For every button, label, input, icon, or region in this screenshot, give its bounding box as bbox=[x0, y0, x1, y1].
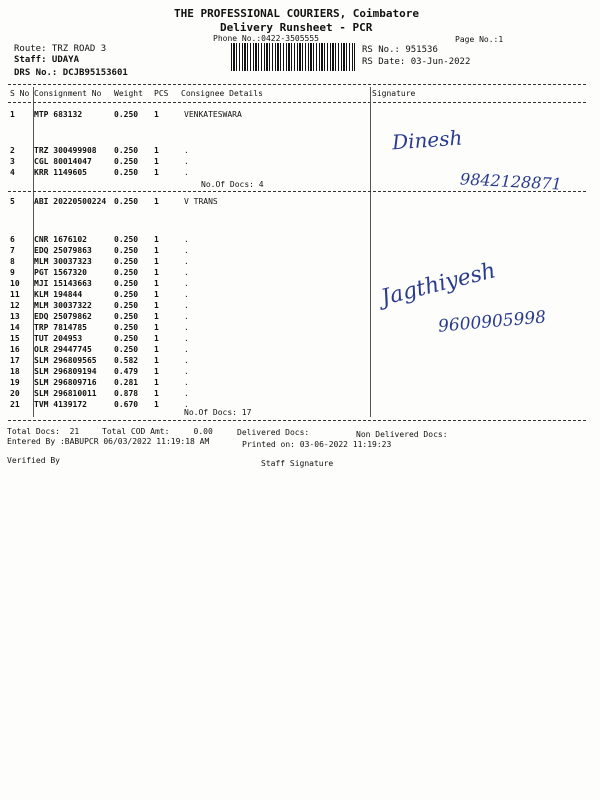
table-row: 11 KLM 194844 0.250 1 . bbox=[10, 290, 189, 299]
col-pcs: PCS bbox=[154, 89, 169, 98]
handwritten-phone-1: 9842128871 bbox=[459, 169, 563, 194]
table-row: 7 EDQ 25079863 0.250 1 . bbox=[10, 246, 189, 255]
staff-label: Staff: UDAYA bbox=[14, 55, 80, 65]
staff-signature-label: Staff Signature bbox=[261, 459, 334, 468]
table-row: 15 TUT 204953 0.250 1 . bbox=[10, 334, 189, 343]
table-row: 9 PGT 1567320 0.250 1 . bbox=[10, 268, 189, 277]
barcode-image bbox=[231, 43, 355, 71]
table-row: 16 OLR 29447745 0.250 1 . bbox=[10, 345, 189, 354]
table-row: 17 SLM 296809565 0.582 1 . bbox=[10, 356, 189, 365]
group-doc-count: No.Of Docs: 4 bbox=[201, 180, 264, 189]
table-row: 4 KRR 1149605 0.250 1 . bbox=[10, 168, 189, 177]
col-signature: Signature bbox=[372, 89, 416, 98]
table-header-divider bbox=[8, 102, 586, 103]
route-label: Route: TRZ ROAD 3 bbox=[14, 44, 107, 54]
total-cod-amount: Total COD Amt: 0.00 bbox=[102, 427, 213, 436]
col-details: Consignee Details bbox=[181, 89, 263, 98]
verified-by-label: Verified By bbox=[7, 456, 60, 465]
table-row: 2 TRZ 300499908 0.250 1 . bbox=[10, 146, 189, 155]
group-divider bbox=[8, 191, 586, 192]
table-row: 21 TVM 4139172 0.670 1 . bbox=[10, 400, 189, 409]
table-row: 14 TRP 7814785 0.250 1 . bbox=[10, 323, 189, 332]
table-row: 1 MTP 683132 0.250 1 VENKATESWARA bbox=[10, 110, 242, 119]
handwritten-signature-2: Jagthiyesh bbox=[378, 258, 499, 311]
handwritten-phone-2: 9600905998 bbox=[437, 307, 547, 337]
total-docs: Total Docs: 21 bbox=[7, 427, 80, 436]
col-sno: S No bbox=[10, 89, 30, 98]
table-row: 19 SLM 296809716 0.281 1 . bbox=[10, 378, 189, 387]
phone-number: Phone No.:0422-3505555 bbox=[213, 34, 319, 43]
table-row: 10 MJI 15143663 0.250 1 . bbox=[10, 279, 189, 288]
drs-number: DRS No.: DCJB95153601 bbox=[14, 68, 128, 78]
table-row: 3 CGL 80014047 0.250 1 . bbox=[10, 157, 189, 166]
table-row: 8 MLM 30037323 0.250 1 . bbox=[10, 257, 189, 266]
document-subtitle: Delivery Runsheet - PCR bbox=[220, 21, 373, 34]
group-doc-count: No.Of Docs: 17 bbox=[184, 408, 252, 417]
company-title: THE PROFESSIONAL COURIERS, Coimbatore bbox=[174, 7, 420, 20]
delivered-docs: Delivered Docs: bbox=[237, 428, 310, 437]
rs-number: RS No.: 951536 bbox=[362, 45, 438, 55]
rs-date: RS Date: 03-Jun-2022 bbox=[362, 57, 471, 67]
table-row: 6 CNR 1676102 0.250 1 . bbox=[10, 235, 189, 244]
non-delivered-docs: Non Delivered Docs: bbox=[356, 430, 448, 439]
table-row: 5 ABI 20220500224 0.250 1 V TRANS bbox=[10, 197, 218, 206]
col-weight: Weight bbox=[114, 89, 143, 98]
table-row: 12 MLM 30037322 0.250 1 . bbox=[10, 301, 189, 310]
table-row: 13 EDQ 25079862 0.250 1 . bbox=[10, 312, 189, 321]
page-number: Page No.:1 bbox=[455, 35, 504, 44]
entered-by: Entered By :BABUPCR 06/03/2022 11:19:18 AM bbox=[7, 437, 210, 446]
handwritten-signature-1: Dinesh bbox=[391, 125, 464, 155]
table-bottom-divider bbox=[8, 420, 586, 421]
col-consignment: Consignment No bbox=[34, 89, 102, 98]
printed-on: Printed on: 03-06-2022 11:19:23 bbox=[242, 440, 392, 449]
table-row: 20 SLM 296810011 0.878 1 . bbox=[10, 389, 189, 398]
table-row: 18 SLM 296809194 0.479 1 . bbox=[10, 367, 189, 376]
header-divider bbox=[8, 84, 586, 85]
